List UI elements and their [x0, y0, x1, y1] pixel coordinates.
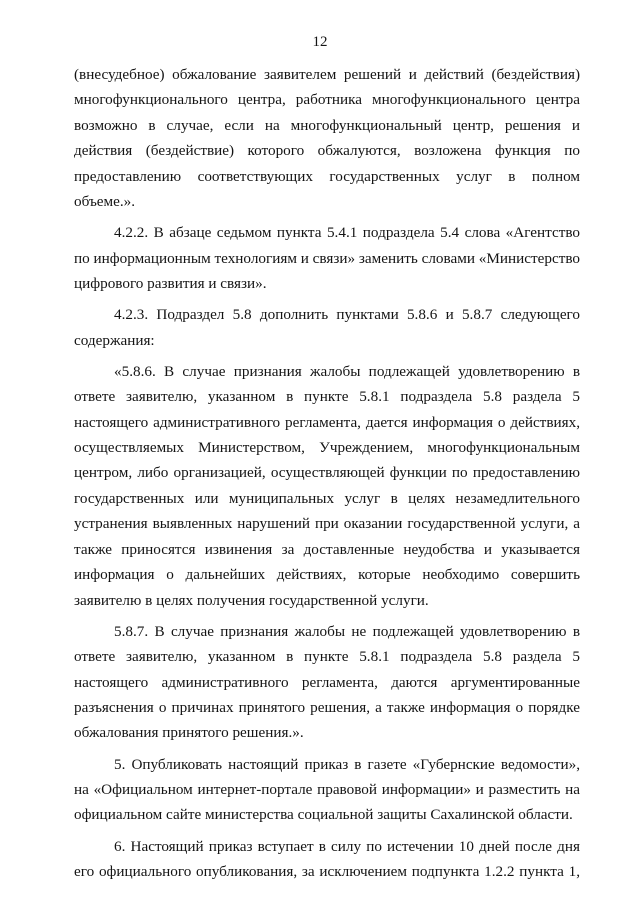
paragraph-publish-order: 5. Опубликовать настоящий приказ в газете «Губернские ведомости», на «Официальном интернет-портале правовой информации» и разместить на официальном сайте министерства социальной защиты Сахалинской области. [74, 755, 580, 824]
paragraph-mfc-appeal: (внесудебное) обжалование заявителем решений и действий (бездействия) многофункционального центра, работника многофункционального центра возможно в случае, если на многофункциональный центр, решения и действия (бездействие) которого обжалуются, возложена функция по предоставлению соответствующих государственных услуг в полном объеме.». [74, 66, 580, 211]
document-body [74, 62, 580, 890]
paragraph-4-2-3: 4.2.3. Подраздел 5.8 дополнить пунктами 5.8.6 и 5.8.7 следующего содержания: [74, 306, 580, 349]
paragraph-5-8-6: «5.8.6. В случае признания жалобы подлежащей удовлетворению в ответе заявителю, указанном в пункте 5.8.1 подраздела 5.8 раздела 5 настоящего административного регламента, дается информация о действиях, осуществляемых Министерством, Учреждением, многофункциональным центром, либо организацией, осуществляющей функции по предоставлению государственных или муниципальных услуг в целях незамедлительного устранения выявленных нарушений при оказании государственной услуги, а также приносятся извинения за доставленные неудобства и указывается информация о дальнейших действиях, которые необходимо совершить заявителю в целях получения государственной услуги. [74, 362, 580, 609]
paragraph-5-8-7: 5.8.7. В случае признания жалобы не подлежащей удовлетворению в ответе заявителю, указанном в пункте 5.8.1 подраздела 5.8 раздела 5 настоящего административного регламента, даются аргументированные разъяснения о причинах принятого решения, а также информация о порядке обжалования принятого решения.». [74, 622, 580, 742]
page-number: 12 [312, 34, 328, 50]
paragraph-entry-into-force: 6. Настоящий приказ вступает в силу по истечении 10 дней после дня его официального опубликования, за исключением подпункта 1.2.2 пункта 1, [74, 837, 580, 880]
paragraph-4-2-2: 4.2.2. В абзаце седьмом пункта 5.4.1 подраздела 5.4 слова «Агентство по информационным технологиям и связи» заменить словами «Министерство цифрового развития и связи». [74, 224, 580, 293]
